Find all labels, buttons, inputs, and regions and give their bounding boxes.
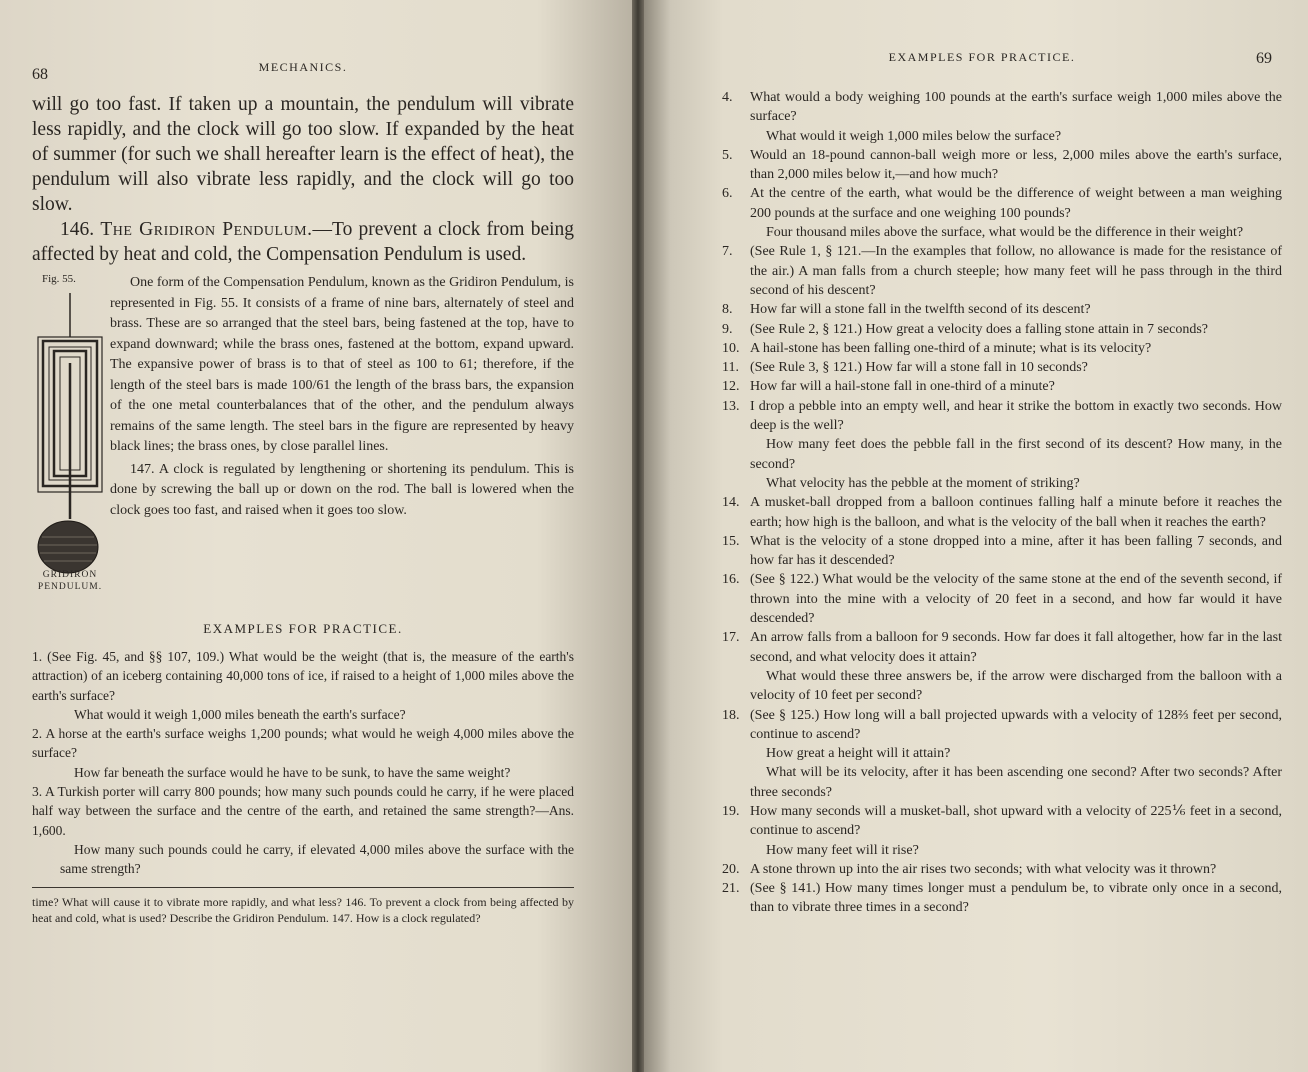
example-number: 11.	[722, 360, 739, 376]
example-number: 10.	[722, 340, 740, 356]
gridiron-description: One form of the Compensation Pendulum, known as the Gridiron Pendulum, is represented in Fig. 55. It consists of a frame of nine bars, alternately of steel and brass. These are so arranged that the steel bars, being fastened at the top, have to expand downward; while the brass ones, fastened at the bottom, expand upward. The expansive power of brass is to that of steel as 100 to 61; therefore, if the length of the steel bars is made 100/61 the length of the brass bars, the expansion of the one metal counterbalances that of the other, and the pendulum always remains of the same length. The steel bars in the figure are represented by heavy black lines; the brass ones, by close parallel lines.	[110, 275, 574, 454]
example-1: 1. (See Fig. 45, and §§ 107, 109.) What would be the weight (that is, the measure of the earth's attraction) of an iceberg containing 40,000 tons of ice, if raised to a height of 1,000 miles above the earth's surface?	[32, 649, 574, 703]
example-number: 7.	[722, 244, 733, 260]
example-text: A stone thrown up into the air rises two seconds; with what velocity was it thrown?	[750, 861, 1217, 877]
example-text: Would an 18-pound cannon-ball weigh more or less, 2,000 miles above the earth's surface, than 2,000 miles below it,—and how much?	[750, 147, 1282, 183]
examples-list	[722, 88, 1282, 918]
example-text: (See § 141.) How many times longer must a pendulum be, to vibrate only once in a second, than to vibrate three times in a second?	[750, 881, 1282, 916]
example-text: How far will a hail-stone fall in one-third of a minute?	[750, 379, 1055, 395]
example-text: (See Rule 1, § 121.—In the examples that follow, no allowance is made for the resistance of the air.) A man falls from a church steeple; how many feet will he pass through in the third second of his descent?	[750, 244, 1282, 298]
example-number: 20.	[722, 861, 740, 877]
example-number: 21.	[722, 881, 740, 897]
example-subquestion: What velocity has the pebble at the moment of striking?	[766, 475, 1080, 491]
example-16	[722, 570, 1282, 628]
example-number: 8.	[722, 302, 733, 318]
example-8	[722, 300, 1282, 319]
example-text: (See Rule 2, § 121.) How great a velocity does a falling stone attain in 7 seconds?	[750, 321, 1208, 337]
example-14	[722, 493, 1282, 532]
example-text: A musket-ball dropped from a balloon continues falling half a minute before it reaches the earth; how high is the balloon, and what is the velocity of the ball when it reaches the earth?	[750, 495, 1282, 530]
example-text: (See Rule 3, § 121.) How far will a stone fall in 10 seconds?	[750, 360, 1088, 376]
example-number: 18.	[722, 707, 740, 723]
example-11	[722, 358, 1282, 377]
example-number: 13.	[722, 398, 740, 414]
example-7	[722, 242, 1282, 300]
example-text: (See § 125.) How long will a ball projected upwards with a velocity of 128⅔ feet per second, continue to ascend?	[750, 707, 1282, 742]
gridiron-pendulum-figure	[32, 273, 110, 603]
example-subquestion: How many feet will it rise?	[766, 842, 919, 858]
right-running-head	[722, 44, 1282, 66]
example-number: 19.	[722, 803, 740, 819]
example-number: 14.	[722, 495, 740, 511]
example-subquestion: What would it weigh 1,000 miles below the surface?	[766, 128, 1062, 144]
example-text: A hail-stone has been falling one-third of a minute; what is its velocity?	[750, 340, 1152, 356]
example-number: 15.	[722, 533, 740, 549]
left-page	[0, 0, 632, 1072]
example-3: 3. A Turkish porter will carry 800 pounds; how many such pounds could he carry, if he were placed half way between the surface and the centre of the earth, and retained the same strength?—Ans. 1,600.	[32, 784, 574, 838]
figure-caption-line-2: PENDULUM.	[37, 582, 103, 592]
right-page	[644, 0, 1308, 1072]
figure-block	[32, 273, 574, 603]
example-12	[722, 377, 1282, 396]
right-running-title: EXAMPLES FOR PRACTICE.	[888, 50, 1076, 64]
example-3-sub: How many such pounds could he carry, if elevated 4,000 miles above the surface with the same strength?	[60, 841, 574, 877]
example-2: 2. A horse at the earth's surface weighs 1,200 pounds; what would he weigh 4,000 miles above the surface?	[32, 726, 574, 761]
example-subquestion: Four thousand miles above the surface, what would be the difference in their weight?	[766, 225, 1244, 241]
example-text: At the centre of the earth, what would be the difference of weight between a man weighing 200 pounds at the surface and one weighing 100 pounds?	[750, 186, 1282, 221]
example-13	[722, 397, 1282, 436]
example-2-sub: How far beneath the surface would he have to be sunk, to have the same weight?	[74, 764, 511, 780]
example-text: (See § 122.) What would be the velocity of the same stone at the end of the seventh second, if thrown into the mine with a velocity of 20 feet in a second, and how far would it have descended?	[750, 572, 1282, 627]
figure-label: Fig. 55.	[42, 273, 76, 285]
example-subquestion: How many feet does the pebble fall in the first second of its descent? How many, in the second?	[750, 437, 1282, 472]
example-number: 5.	[722, 147, 733, 163]
example-number: 12.	[722, 379, 740, 395]
example-text: What would a body weighing 100 pounds at the earth's surface weigh 1,000 miles above the surface?	[750, 90, 1282, 125]
paragraph-continued: will go too fast. If taken up a mountain, the pendulum will vibrate less rapidly, and the clock will go too slow. If expanded by the heat of summer (for such we shall hereafter learn is the effect of heat), the pendulum will also vibrate less rapidly, and the clock will go too slow.	[32, 94, 574, 215]
example-6	[722, 184, 1282, 223]
right-page-number: 69	[1256, 50, 1272, 67]
example-17	[722, 628, 1282, 667]
example-number: 6.	[722, 186, 733, 202]
example-20	[722, 860, 1282, 879]
left-page-number: 68	[32, 66, 48, 83]
example-text: How many seconds will a musket-ball, shot upward with a velocity of 225⅙ feet in a second, continue to ascend?	[750, 803, 1282, 839]
book-gutter	[632, 0, 644, 1072]
figure-caption	[32, 569, 108, 593]
footnote-questions: time? What will cause it to vibrate more rapidly, and what less? 146. To prevent a clock from being affected by heat and cold, what is used? Describe the Gridiron Pendulum. 147. How is a clock regulated?	[32, 894, 574, 925]
example-subquestion: What will be its velocity, after it has been ascending one second? After two seconds? After three seconds?	[750, 765, 1282, 800]
example-9	[722, 320, 1282, 339]
example-subquestion: How great a height will it attain?	[766, 746, 951, 762]
section-146-title: The Gridiron Pendulum.	[100, 219, 313, 240]
example-subquestion: What would these three answers be, if the arrow were discharged from the balloon with a velocity of 10 feet per second?	[750, 668, 1282, 704]
example-number: 4.	[722, 90, 733, 105]
example-text: I drop a pebble into an empty well, and hear it strike the bottom in exactly two seconds. How deep is the well?	[750, 398, 1282, 434]
section-146-text: —To prevent a clock from being affected by heat and cold, the Compensation Pendulum is used.	[32, 219, 575, 265]
example-text: An arrow falls from a balloon for 9 seconds. How far does it fall altogether, how far in the last second, and what velocity does it attain?	[750, 630, 1282, 665]
section-146	[32, 217, 574, 267]
example-21	[722, 879, 1282, 918]
footnote-rule	[32, 887, 574, 888]
example-5	[722, 146, 1282, 185]
example-text: How far will a stone fall in the twelfth second of its descent?	[750, 302, 1091, 318]
example-15	[722, 532, 1282, 571]
example-1-sub: What would it weigh 1,000 miles beneath the earth's surface?	[74, 706, 406, 722]
section-147: 147. A clock is regulated by lengthening or shortening its pendulum. This is done by screwing the ball up or down on the rod. The ball is lowered when the clock goes too fast, and raised when it goes too slow.	[110, 461, 574, 518]
left-running-head	[32, 50, 574, 83]
example-number: 17.	[722, 630, 740, 646]
figure-caption-line-1: GRIDIRON	[42, 570, 98, 580]
gridiron-pendulum-drawing	[32, 287, 110, 577]
example-number: 9.	[722, 321, 733, 337]
example-text: What is the velocity of a stone dropped into a mine, after it has been falling 7 seconds, and how far has it descended?	[750, 533, 1282, 569]
left-running-title: MECHANICS.	[258, 60, 348, 74]
example-18	[722, 706, 1282, 745]
examples-title: EXAMPLES FOR PRACTICE.	[203, 621, 403, 636]
example-19	[722, 802, 1282, 841]
section-146-number: 146.	[60, 219, 95, 240]
figure-description	[110, 273, 574, 603]
example-10	[722, 339, 1282, 358]
example-number: 16.	[722, 572, 740, 588]
example-4	[722, 88, 1282, 127]
